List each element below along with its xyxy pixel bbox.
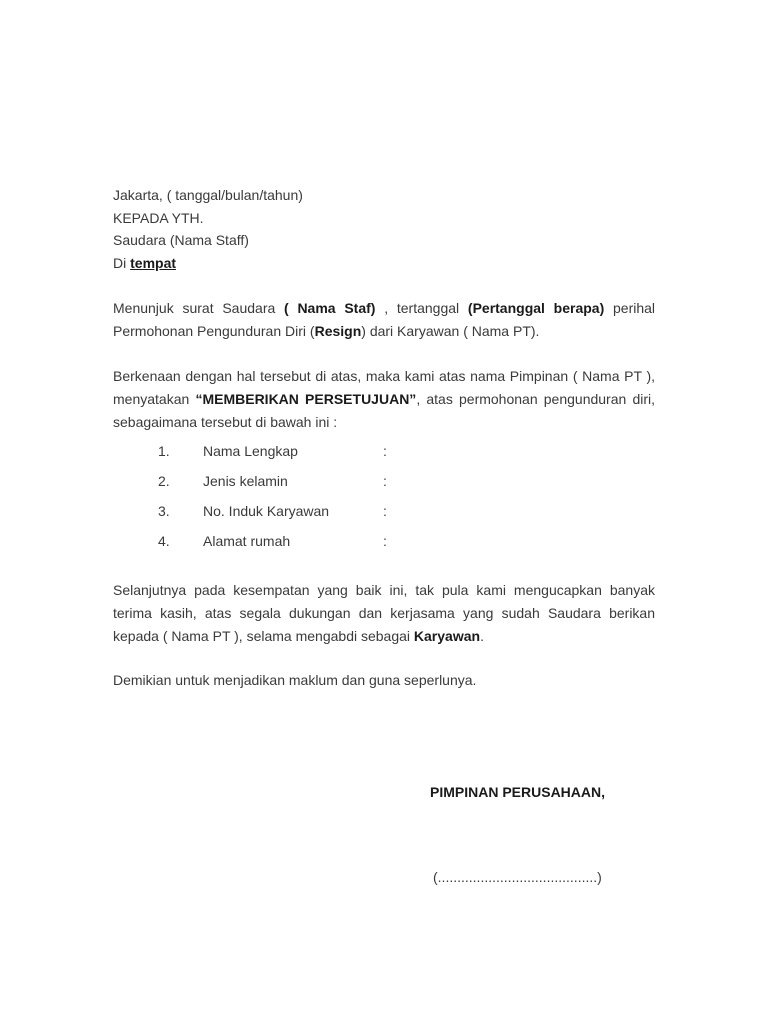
list-label: No. Induk Karyawan: [203, 503, 330, 519]
signature-line: (.........................................): [433, 869, 602, 885]
para2-text-2: , atas permohonan pengunduran diri, sebagaimana tersebut di bawah ini :: [113, 391, 656, 430]
paragraph-3: [113, 579, 655, 648]
place-prefix: Di: [113, 255, 127, 271]
list-colon: :: [383, 533, 387, 549]
para1-bold-3: Resign: [314, 323, 362, 339]
para1-bold-2: (Pertanggal berapa): [467, 300, 605, 316]
list-item: [0, 500, 768, 522]
place-word: tempat: [130, 255, 177, 271]
para1-text-1: Menunjuk surat Saudara: [113, 300, 276, 316]
para2-bold-1: “MEMBERIKAN PERSETUJUAN”: [195, 391, 417, 407]
para3-text-1: Selanjutnya pada kesempatan yang baik ini, tak pula kami mengucapkan banyak terima kasih, atas segala dukungan dan kerjasama yang sudah Saudara berikan kepada ( Nama PT ), selama mengabdi sebagai: [113, 582, 655, 644]
list-number: 3.: [158, 503, 170, 519]
list-label: Alamat rumah: [203, 533, 291, 549]
para2-text-1: Berkenaan dengan hal tersebut di atas, maka kami atas nama Pimpinan ( Nama PT ), menyatakan: [113, 368, 655, 407]
para1-text-2: , tertanggal: [384, 300, 460, 316]
para1-text-4: ) dari Karyawan ( Nama PT).: [361, 323, 540, 339]
para3-text-2: .: [480, 628, 484, 644]
list-number: 4.: [158, 533, 170, 549]
paragraph-2: [113, 365, 655, 434]
closing-line: Demikian untuk menjadikan maklum dan guna seperlunya.: [113, 672, 477, 688]
place-line: [113, 252, 176, 274]
list-colon: :: [383, 443, 387, 459]
list-number: 2.: [158, 473, 170, 489]
list-label: Jenis kelamin: [203, 473, 288, 489]
para3-bold-1: Karyawan: [413, 628, 481, 644]
list-label: Nama Lengkap: [203, 443, 298, 459]
paragraph-1: [113, 297, 655, 343]
para1-text-3: perihal Permohonan Pengunduran Diri (: [113, 300, 656, 339]
date-line: Jakarta, ( tanggal/bulan/tahun): [113, 187, 303, 203]
to-line: KEPADA YTH.: [113, 210, 204, 226]
list-colon: :: [383, 503, 387, 519]
list-number: 1.: [158, 443, 170, 459]
list-item: [0, 440, 768, 462]
list-item: [0, 530, 768, 552]
recipient-line: Saudara (Nama Staff): [113, 232, 249, 248]
signature-title: PIMPINAN PERUSAHAAN,: [430, 784, 606, 800]
list-item: [0, 470, 768, 492]
para1-bold-1: ( Nama Staf): [284, 300, 376, 316]
list-colon: :: [383, 473, 387, 489]
